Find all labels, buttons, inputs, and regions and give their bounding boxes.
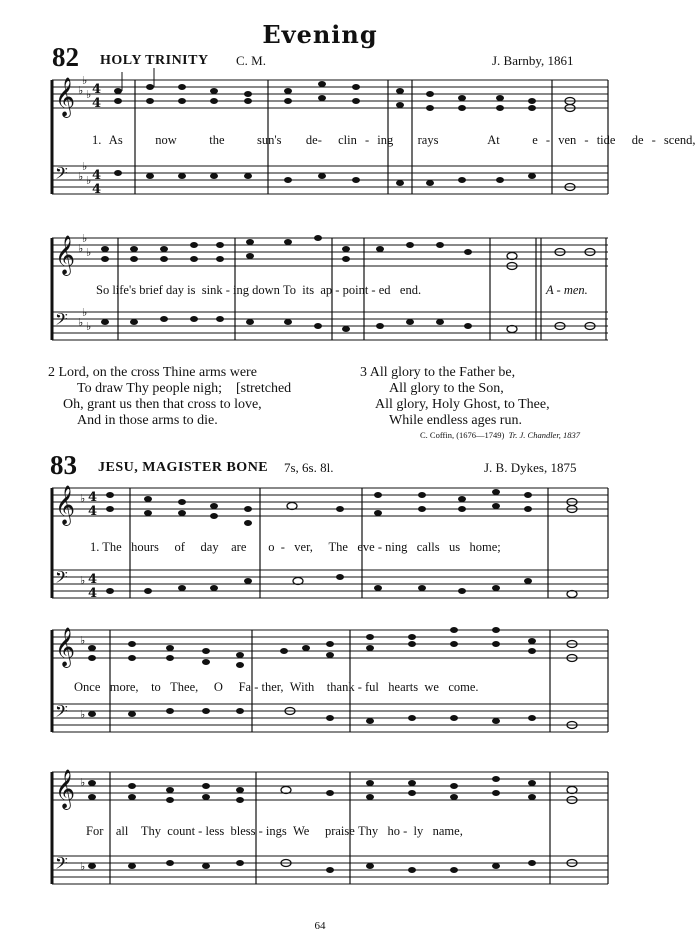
hymn-83-lyrics-line-3: For all Thy count - less bless - ings We praise Thy ho - ly name,: [86, 824, 463, 838]
amen-lyric: A - men.: [546, 283, 588, 297]
hymn-83-lyrics-line-1: 1. The hours of day are o - ver, The eve - ning calls us home;: [90, 540, 501, 554]
hymn-82-number: 82: [52, 42, 79, 72]
svg-text:4: 4: [92, 182, 102, 197]
section-title: Evening: [262, 20, 378, 49]
page-number: 64: [314, 920, 326, 932]
svg-text:♭: ♭: [80, 860, 86, 873]
hymn-83-composer: J. B. Dykes, 1875: [484, 460, 577, 475]
notes: [88, 627, 577, 729]
treble-clef-icon: 𝄞: [55, 627, 76, 667]
hymn-83-number: 83: [50, 450, 77, 480]
svg-text:♭: ♭: [78, 242, 84, 255]
svg-text:4: 4: [88, 490, 98, 505]
hymn-82-lyrics-line-2: So life's brief day is sink - ing down To its ap - point - ed end.: [96, 283, 422, 297]
bass-clef-icon: 𝄢: [55, 567, 68, 591]
bass-clef-icon: 𝄢: [55, 701, 68, 725]
svg-text:♭: ♭: [80, 574, 86, 587]
svg-text:4: 4: [92, 82, 102, 97]
hymn-83-meter: 7s, 6s. 8l.: [284, 460, 334, 475]
treble-clef-icon: 𝄞: [55, 235, 76, 275]
hymn-83-lyrics-line-2: Once more, to Thee, O Fa - ther, With thank - ful hearts we come.: [74, 680, 479, 694]
svg-text:♭: ♭: [82, 160, 88, 173]
svg-text:♭: ♭: [82, 306, 88, 319]
hymn-82-verse-2: 2 Lord, on the cross Thine arms were To draw Thy people nigh; [stretched Oh, grant us then that cross to love, And in those arms to die.: [48, 365, 292, 428]
svg-text:♭: ♭: [80, 492, 86, 505]
svg-text:♭: ♭: [78, 316, 84, 329]
hymn-82-tune: HOLY TRINITY: [100, 53, 209, 68]
hymn-82-meter: C. M.: [236, 53, 266, 68]
svg-text:♭: ♭: [78, 170, 84, 183]
svg-text:♭: ♭: [80, 776, 86, 789]
svg-text:4: 4: [92, 96, 102, 111]
bass-clef-icon: 𝄢: [55, 163, 68, 187]
hymn-83-tune: JESU, MAGISTER BONE: [98, 460, 269, 475]
hymn-82-lyrics-line-1: 1. As now the sun's de- clin - ing rays At e - ven - tide de - scend,: [92, 133, 696, 147]
svg-text:♭: ♭: [82, 232, 88, 245]
svg-text:♭: ♭: [80, 708, 86, 721]
svg-text:♭: ♭: [86, 320, 92, 333]
notes: [114, 68, 575, 191]
hymn-82-composer: J. Barnby, 1861: [492, 53, 574, 68]
treble-clef-icon: 𝄞: [55, 769, 76, 809]
bass-clef-icon: 𝄢: [55, 309, 68, 333]
treble-clef-icon: 𝄞: [55, 485, 76, 525]
svg-text:♭: ♭: [86, 246, 92, 259]
svg-text:4: 4: [92, 168, 102, 183]
svg-text:4: 4: [88, 572, 98, 587]
svg-text:4: 4: [88, 586, 98, 601]
bass-clef-icon: 𝄢: [55, 853, 68, 877]
svg-text:4: 4: [88, 504, 98, 519]
svg-text:♭: ♭: [86, 174, 92, 187]
hymn-82-verse-3: 3 All glory to the Father be, All glory to the Son, All glory, Holy Ghost, to Thee, While endless ages run.: [360, 365, 550, 428]
svg-text:♭: ♭: [78, 84, 84, 97]
svg-text:♭: ♭: [80, 634, 86, 647]
treble-clef-icon: 𝄞: [55, 77, 76, 117]
svg-text:♭: ♭: [82, 74, 88, 87]
svg-text:♭: ♭: [86, 88, 92, 101]
hymn-82-credit: C. Coffin, (1676—1749) Tr. J. Chandler, 1837: [420, 430, 580, 440]
